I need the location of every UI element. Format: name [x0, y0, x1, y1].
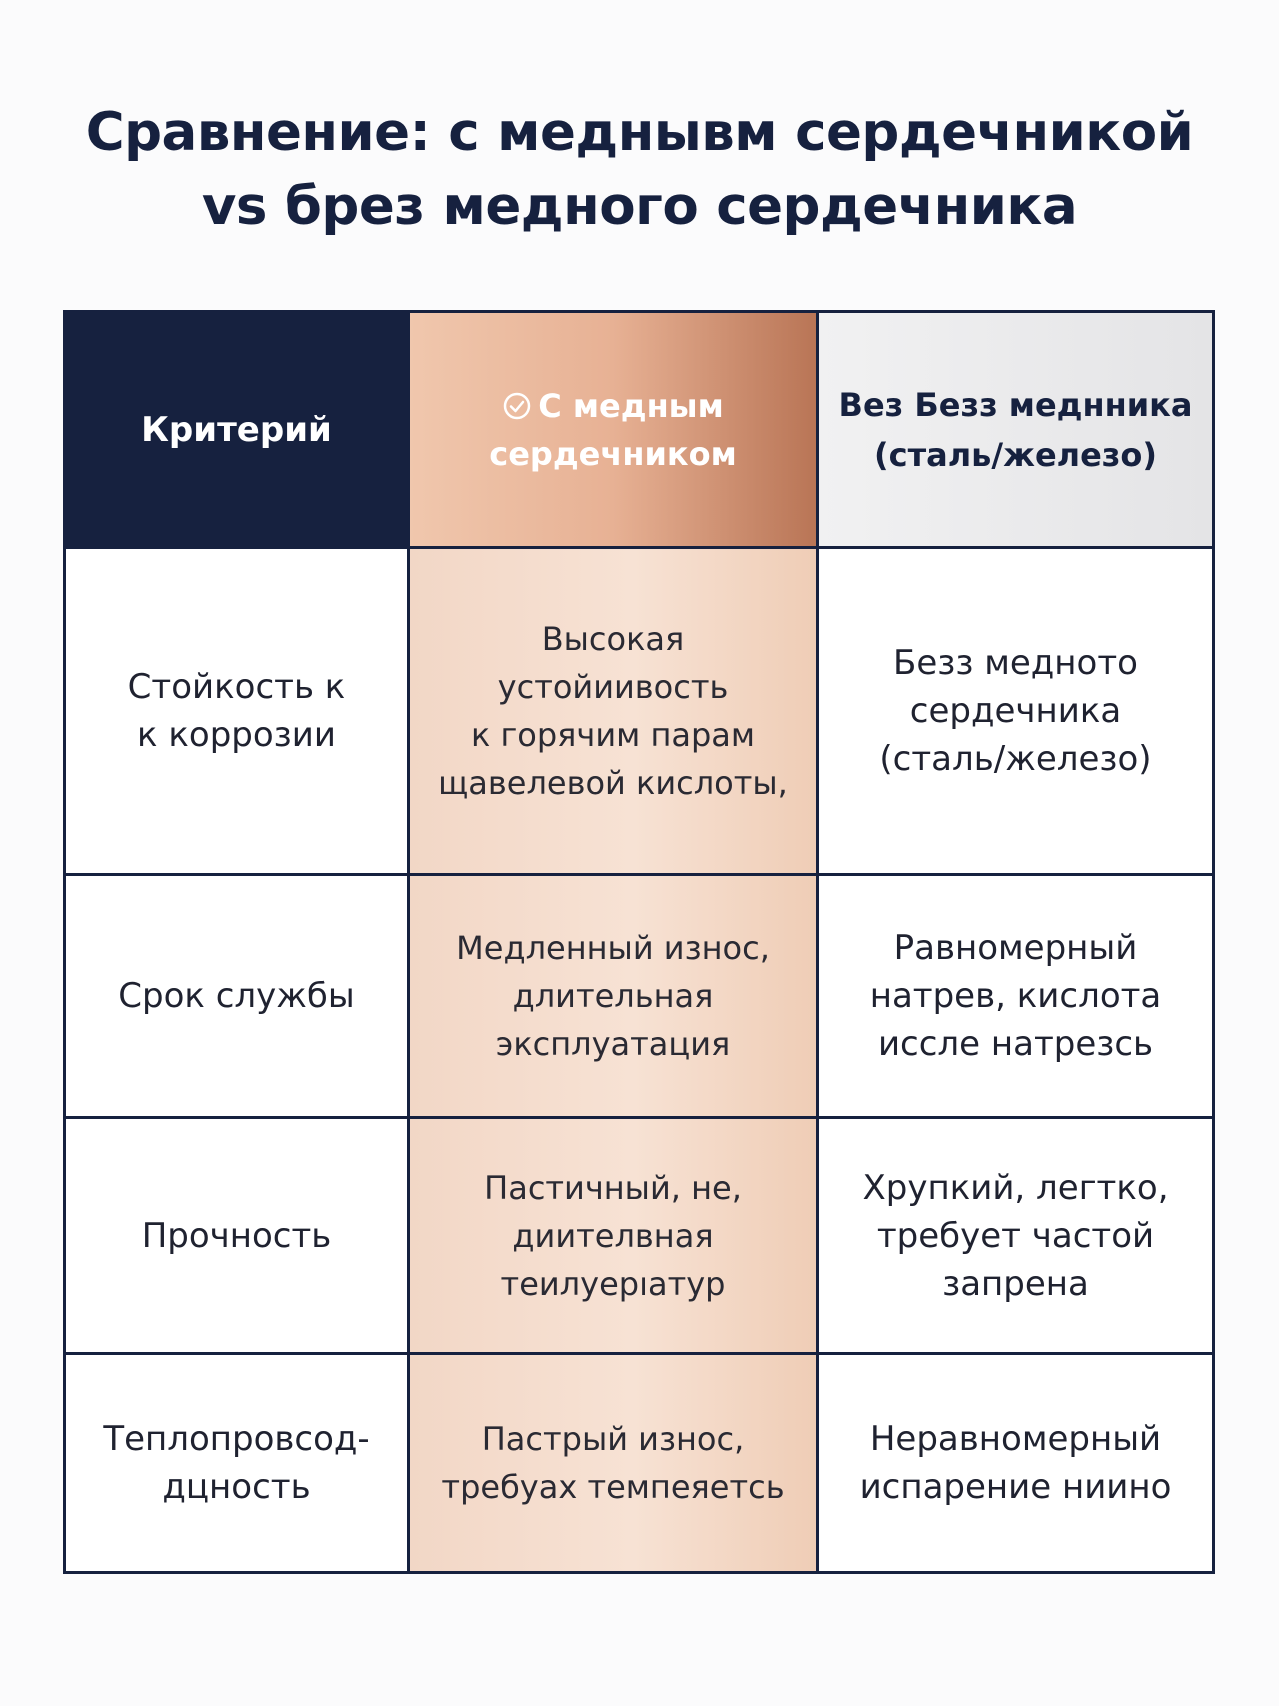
row-4-copper: Пастрый износ, требуах темпеяетсь [410, 1355, 816, 1571]
header-copper-core [410, 313, 816, 546]
row-3-criterion: Прочность [66, 1119, 407, 1352]
comparison-table [63, 310, 1215, 1574]
row-3-steel: Хрупкий, легтко, требует частой запрена [819, 1119, 1212, 1352]
page-title [0, 96, 1279, 244]
row-3-copper: Пастичный, не, диителвная теилуерıатур [410, 1119, 816, 1352]
header-criterion: Критерий [66, 313, 407, 546]
row-2-copper: Медленный износ, длительная эксплуатация [410, 876, 816, 1116]
row-4-steel: Неравномерный испарение ниино [819, 1355, 1212, 1571]
header-copper-label-2: сердечником [489, 434, 737, 473]
title-line-1: Сравнение: с меднывм сердечникой [85, 102, 1194, 163]
row-4-criterion: Теплопровсод- дцность [66, 1355, 407, 1571]
row-1-criterion: Стойкость к к коррозии [66, 549, 407, 873]
title-line-2: vs брез медного сердечника [201, 176, 1078, 237]
header-steel-core: Вез Безз меднника (сталь/железо) [819, 313, 1212, 546]
row-1-steel: Безз медното сердечника (сталь/железо) [819, 549, 1212, 873]
row-2-criterion: Срок службы [66, 876, 407, 1116]
row-1-copper: Высокая устойиивость к горячим парам щавелевой кислоты, [410, 549, 816, 873]
row-2-steel: Равномерный натрев, кислота иссле натрезсь [819, 876, 1212, 1116]
header-copper-label-1: С медным [538, 386, 724, 425]
check-circle-icon [502, 391, 532, 421]
